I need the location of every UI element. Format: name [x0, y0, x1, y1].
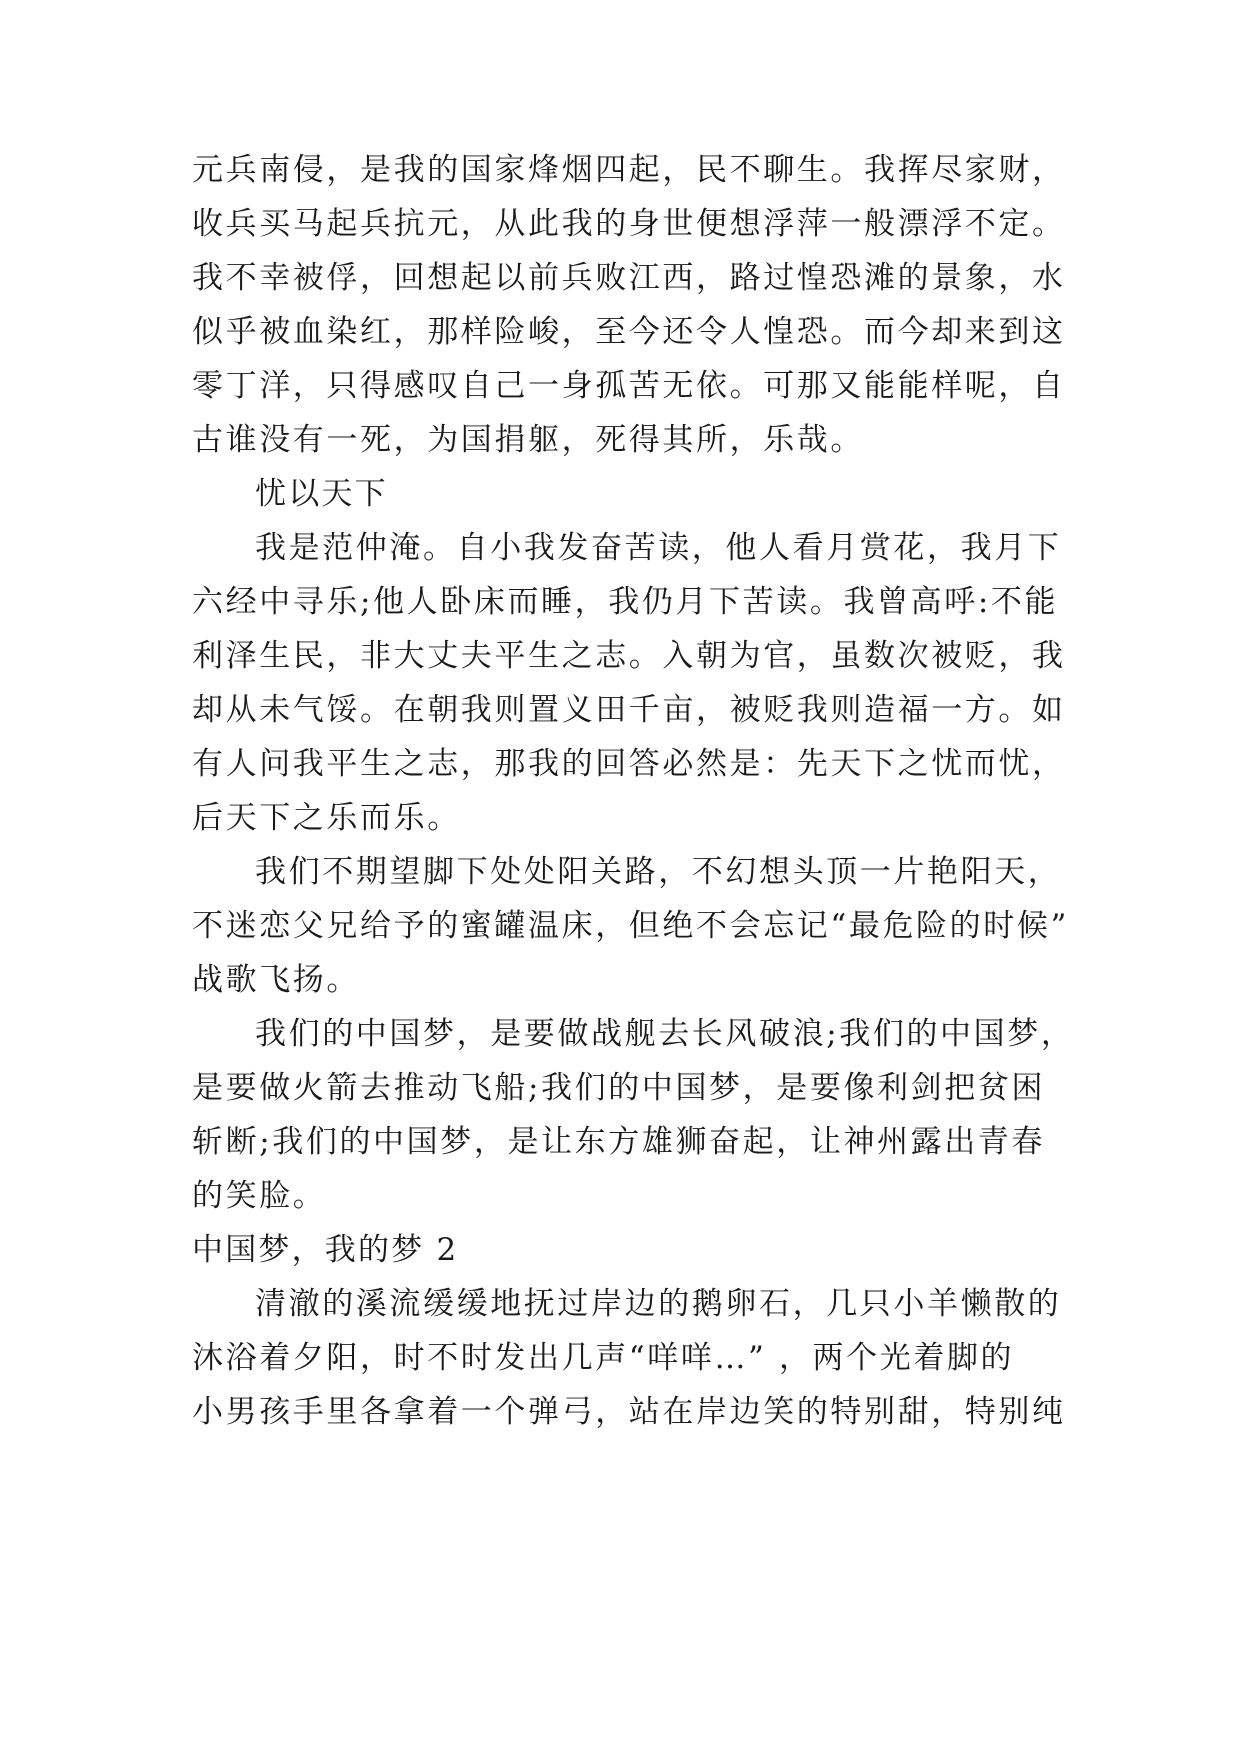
- text-line: 后天下之乐而乐。: [192, 800, 461, 836]
- text-line: 似乎被血染红，那样险峻，至今还令人惶恐。而今却来到这: [192, 314, 1066, 350]
- text-line: 六经中寻乐;他人卧床而睡，我仍月下苦读。我曾高呼:不能: [192, 584, 1059, 620]
- text-line: 不迷恋父兄给予的蜜罐温床，但绝不会忘记“最危险的时候”: [192, 908, 1069, 944]
- text-line: 战歌飞扬。: [192, 962, 360, 998]
- text-line: 的笑脸。: [192, 1178, 327, 1214]
- text-line: 有人问我平生之志，那我的回答必然是：先天下之忧而忧，: [192, 746, 1066, 782]
- text-line: 斩断;我们的中国梦，是让东方雄狮奋起，让神州露出青春: [192, 1124, 1046, 1160]
- text-line: 我是范仲淹。自小我发奋苦读，他人看月赏花，我月下: [255, 530, 1062, 566]
- text-line: 我不幸被俘，回想起以前兵败江西，路过惶恐滩的景象，水: [192, 260, 1066, 296]
- section-heading: 忧以天下: [255, 476, 388, 512]
- article-heading: 中国梦，我的梦 2: [192, 1232, 459, 1268]
- text-line: 利泽生民，非大丈夫平生之志。入朝为官，虽数次被贬，我: [192, 638, 1066, 674]
- text-line: 收兵买马起兵抗元，从此我的身世便想浮萍一般漂浮不定。: [192, 206, 1066, 242]
- text-line: 沐浴着夕阳，时不时发出几声“咩咩…” ，两个光着脚的: [192, 1340, 1015, 1376]
- text-line: 古谁没有一死，为国捐躯，死得其所，乐哉。: [192, 422, 864, 458]
- text-line: 清澈的溪流缓缓地抚过岸边的鹅卵石，几只小羊懒散的: [255, 1286, 1062, 1322]
- text-line: 元兵南侵，是我的国家烽烟四起，民不聊生。我挥尽家财，: [192, 152, 1066, 188]
- text-line: 零丁洋，只得感叹自己一身孤苦无依。可那又能能样呢，自: [192, 368, 1066, 404]
- text-line: 我们的中国梦，是要做战舰去长风破浪;我们的中国梦，: [255, 1016, 1075, 1052]
- text-line: 却从未气馁。在朝我则置义田千亩，被贬我则造福一方。如: [192, 692, 1066, 728]
- text-line: 是要做火箭去推动飞船;我们的中国梦，是要像利剑把贫困: [192, 1070, 1046, 1106]
- text-line: 小男孩手里各拿着一个弹弓，站在岸边笑的特别甜，特别纯: [192, 1394, 1066, 1430]
- text-line: 我们不期望脚下处处阳关路，不幻想头顶一片艳阳天，: [255, 854, 1062, 890]
